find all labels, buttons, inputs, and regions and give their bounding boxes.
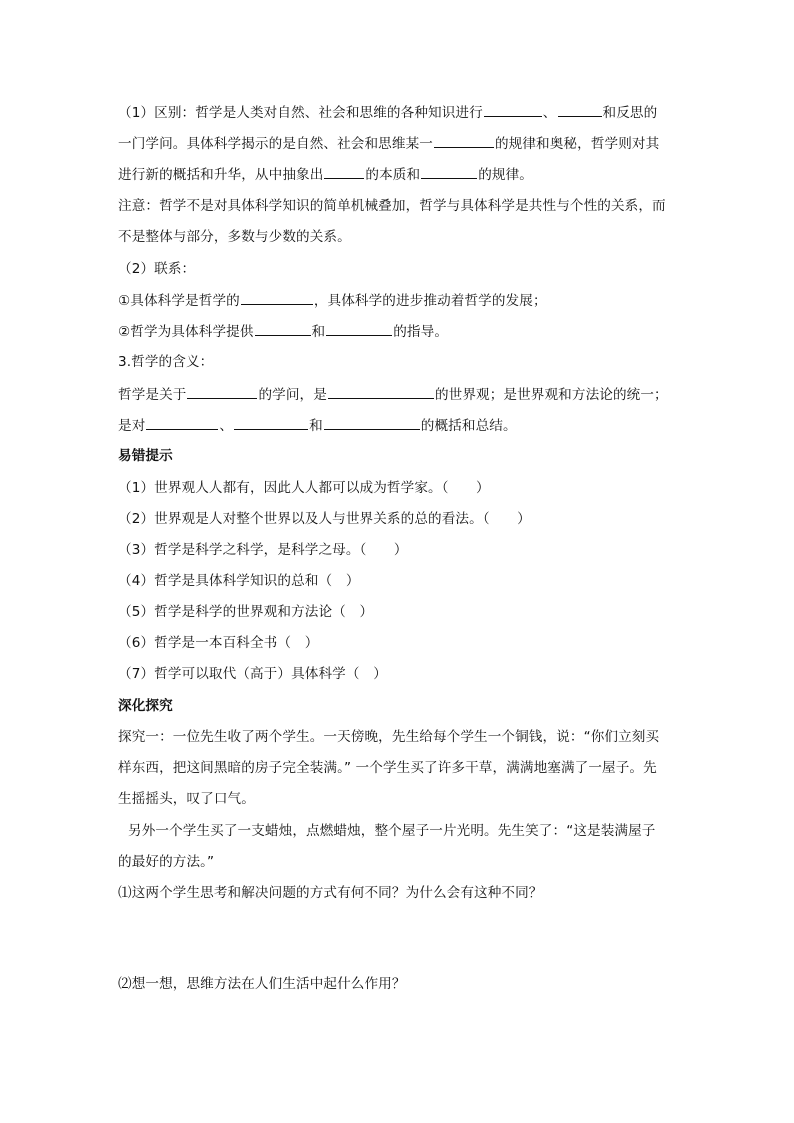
text: 的学问，是 xyxy=(258,387,327,403)
explore-heading: 深化探究 xyxy=(118,698,173,714)
text: 的世界观；是世界观和方法论的统一； xyxy=(434,387,668,403)
text: 、 xyxy=(219,418,234,434)
error-item-3: （3）哲学是科学之科学，是科学之母。（ ） xyxy=(118,542,408,558)
meaning-line-1 xyxy=(118,384,668,405)
blank-foundation xyxy=(241,290,313,305)
blank-law xyxy=(421,164,477,179)
text: 的本质和 xyxy=(365,167,421,183)
text: 的规律和奥秘，哲学则对其 xyxy=(494,136,660,152)
distinction-line-1 xyxy=(118,102,657,123)
blank-systematic xyxy=(328,384,434,399)
blank-society xyxy=(234,415,308,430)
blank-nature xyxy=(146,415,218,430)
text: ②哲学为具体科学提供 xyxy=(118,324,254,340)
errors-heading: 易错提示 xyxy=(118,448,173,464)
error-item-4: （4）哲学是具体科学知识的总和（ ） xyxy=(118,573,360,589)
blank-methodology xyxy=(326,321,392,336)
blank-worldview xyxy=(255,321,311,336)
text: ，具体科学的进步推动着哲学的发展； xyxy=(313,293,547,309)
meaning-title: 3.哲学的含义： xyxy=(118,354,214,370)
error-item-6: （6）哲学是一本百科全书（ ） xyxy=(118,635,319,651)
text: 和 xyxy=(309,418,323,434)
explore-question-1: ⑴这两个学生思考和解决问题的方式有何不同？为什么会有这种不同？ xyxy=(118,885,543,901)
distinction-line-2 xyxy=(118,133,659,154)
text: 哲学是关于 xyxy=(118,387,187,403)
blank-essence xyxy=(324,164,364,179)
explore-paragraph-line-4: 另外一个学生买了一支蜡烛，点燃蜡烛，整个屋子一片光明。先生笑了：“这是装满屋子 xyxy=(128,823,656,839)
blank-summary xyxy=(484,102,542,117)
error-item-2: （2）世界观是人对整个世界以及人与世界关系的总的看法。（ ） xyxy=(118,511,531,527)
error-item-1: （1）世界观人人都有，因此人人都可以成为哲学家。（ ） xyxy=(118,480,490,496)
text: 的指导。 xyxy=(393,324,449,340)
contact-line-1 xyxy=(118,290,547,311)
note-line-1: 注意：哲学不是对具体科学知识的简单机械叠加，哲学与具体科学是共性与个性的关系，而 xyxy=(118,198,666,214)
text: 、 xyxy=(542,105,557,121)
text: （1）区别：哲学是人类对自然、社会和思维的各种知识进行 xyxy=(118,105,483,121)
text: 一门学问。具体科学揭示的是自然、社会和思维某一 xyxy=(118,136,433,152)
blank-thinking xyxy=(324,415,420,430)
blank-field xyxy=(434,133,494,148)
explore-paragraph-line-2: 样东西，把这间黑暗的房子完全装满。” 一个学生买了许多干草，满满地塞满了一屋子。先 xyxy=(118,760,657,776)
blank-worldview-2 xyxy=(187,384,257,399)
text: 进行新的概括和升华，从中抽象出 xyxy=(118,167,324,183)
error-item-7: （7）哲学可以取代（高于）具体科学（ ） xyxy=(118,666,387,682)
explore-paragraph-line-1: 探究一：一位先生收了两个学生。一天傍晚，先生给每个学生一个铜钱，说：“你们立刻买 xyxy=(118,729,660,745)
text: 和 xyxy=(311,324,326,340)
explore-paragraph-line-5: 的最好的方法。” xyxy=(118,854,215,870)
error-item-5: （5）哲学是科学的世界观和方法论（ ） xyxy=(118,604,374,620)
text: 的概括和总结。 xyxy=(420,418,517,434)
explore-question-2: ⑵想一想，思维方法在人们生活中起什么作用？ xyxy=(118,976,406,992)
note-line-2: 不是整体与部分，多数与少数的关系。 xyxy=(118,229,351,245)
distinction-line-3 xyxy=(118,164,533,185)
text: 的规律。 xyxy=(478,167,533,183)
text: 是对 xyxy=(118,418,146,434)
text: ①具体科学是哲学的 xyxy=(118,293,240,309)
text: 和反思的 xyxy=(602,105,658,121)
blank-summary-2 xyxy=(558,102,602,117)
contact-line-2 xyxy=(118,321,448,342)
meaning-line-2 xyxy=(118,415,517,436)
explore-paragraph-line-3: 生摇摇头，叹了口气。 xyxy=(118,791,255,807)
contact-title: （2）联系： xyxy=(118,261,196,277)
